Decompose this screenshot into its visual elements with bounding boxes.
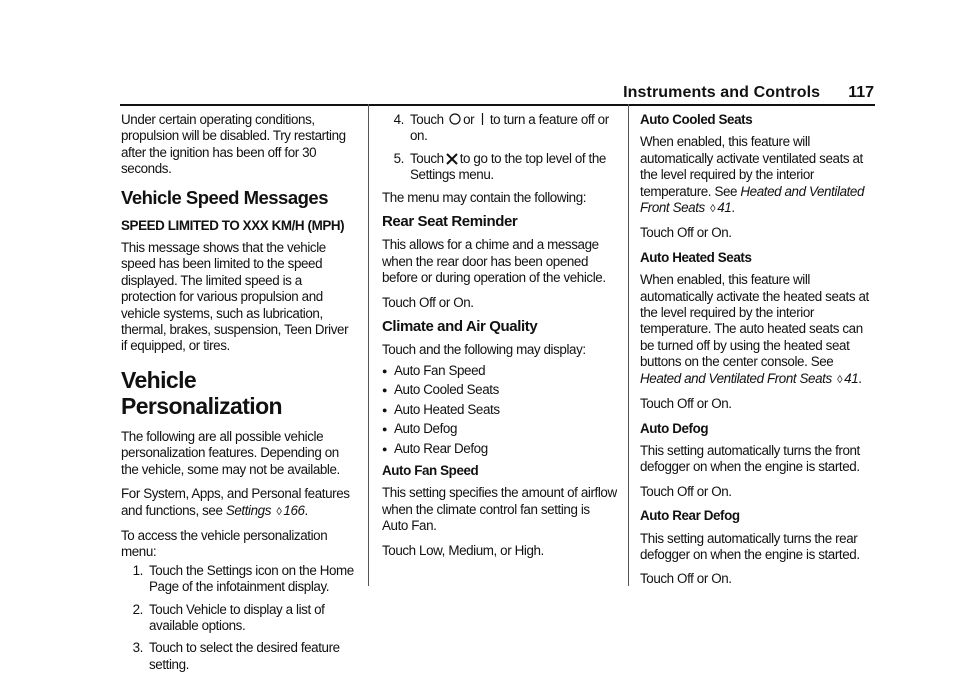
list-item: 4. Touch or to turn a feature off or on. <box>393 112 609 144</box>
auto-heated-seats-touch: Touch Off or On. <box>640 396 732 412</box>
heated-seats-link[interactable]: Heated and Ventilated Front Seats <box>640 183 865 216</box>
personalization-paragraph: The following are all possible vehicle personalization features. Depending on the vehicle, some may not be available. <box>121 428 340 477</box>
bullet-icon: ● <box>382 365 388 376</box>
bullet-icon: ● <box>382 443 388 454</box>
auto-rear-defog-paragraph: This setting automatically turns the rear defogger on when the engine is started. <box>640 530 860 562</box>
steps-list <box>121 563 354 673</box>
column-1 <box>121 112 354 679</box>
page-ref-icon: ◊ <box>276 505 282 518</box>
auto-heated-seats-paragraph: When enabled, this feature will automatically activate the heated seats at the level required by the interior temperature. The auto heated seats can be turned off by using the heated seat buttons on the center console. See Heated and Ventilated Front Seats ◊ 41. <box>640 272 869 386</box>
column-2 <box>382 112 618 567</box>
heading-climate-air-quality: Climate and Air Quality <box>382 318 538 336</box>
settings-link[interactable]: Settings <box>225 502 272 518</box>
steps-list-continued <box>382 112 618 184</box>
climate-paragraph: Touch and the following may display: <box>382 342 586 358</box>
heading-vehicle-personalization: Vehicle Personalization <box>121 366 282 419</box>
header-rule <box>120 104 875 106</box>
heated-seats-page-ref[interactable]: 41 <box>717 200 732 216</box>
auto-cooled-seats-paragraph: When enabled, this feature will automatically activate ventilated seats at the level required by the interior temperature. See Heated and Ventilated Front Seats ◊ 41. <box>640 134 865 216</box>
list-item: ● Auto Fan Speed <box>382 362 486 378</box>
heading-vehicle-speed-messages: Vehicle Speed Messages <box>121 186 329 208</box>
section-title: Instruments and Controls <box>623 84 821 101</box>
column-divider <box>628 104 629 586</box>
page-number: 117 <box>848 84 874 101</box>
rear-seat-paragraph: This allows for a chime and a message when the rear door has been opened before or during operation of the vehicle. <box>382 237 606 286</box>
toggle-off-icon <box>449 112 461 126</box>
access-paragraph: To access the vehicle personalization menu: <box>121 527 328 560</box>
column-3 <box>640 112 876 596</box>
settings-page-ref[interactable]: 166 <box>283 502 305 518</box>
list-item: 5. Touch to go to the top level of the Settings menu. <box>393 150 606 183</box>
heading-rear-seat-reminder: Rear Seat Reminder <box>382 213 518 231</box>
page-ref-icon: ◊ <box>710 203 716 216</box>
speed-limited-paragraph: This message shows that the vehicle speed has been limited to the speed displayed. The limited speed is a protection for various propulsion and vehicle systems, such as lubrication, thermal, brakes, suspension, Teen Driver if equipped, or tires. <box>121 240 349 354</box>
close-icon <box>446 153 458 165</box>
auto-cooled-seats-heading: Auto Cooled Seats <box>640 112 753 127</box>
list-item: ● Auto Cooled Seats <box>382 382 499 398</box>
features-paragraph: For System, Apps, and Personal features and functions, see Settings ◊ 166. <box>121 486 350 518</box>
intro-paragraph: Under certain operating conditions, propulsion will be disabled. Try restarting after the ignition has been off for 30 seconds. <box>121 112 346 177</box>
heated-seats-page-ref[interactable]: 41 <box>844 370 859 386</box>
auto-defog-touch: Touch Off or On. <box>640 483 732 499</box>
features-text: For System, Apps, and Personal features and functions, see <box>121 486 350 518</box>
rear-seat-touch: Touch Off or On. <box>382 294 474 310</box>
toggle-on-icon <box>480 112 485 126</box>
climate-list <box>382 363 618 457</box>
auto-defog-heading: Auto Defog <box>640 420 709 436</box>
page-header <box>623 84 874 102</box>
list-item: ● Auto Heated Seats <box>382 401 500 417</box>
heated-seats-link[interactable]: Heated and Ventilated Front Seats <box>640 370 832 386</box>
list-item: ● Auto Rear Defog <box>382 440 488 456</box>
auto-defog-paragraph: This setting automatically turns the front defogger on when the engine is started. <box>640 442 860 475</box>
bullet-icon: ● <box>382 385 388 396</box>
list-item: 1. Touch the Settings icon on the Home Page of the infotainment display. <box>132 562 354 595</box>
menu-paragraph: The menu may contain the following: <box>382 189 587 205</box>
auto-fan-speed-touch: Touch Low, Medium, or High. <box>382 542 544 558</box>
list-item: 2. Touch Vehicle to display a list of available options. <box>132 601 325 633</box>
page-ref-icon: ◊ <box>837 373 843 386</box>
auto-cooled-seats-touch: Touch Off or On. <box>640 225 732 241</box>
speed-limited-subheading: SPEED LIMITED TO XXX KM/H (MPH) <box>121 217 345 233</box>
auto-rear-defog-touch: Touch Off or On. <box>640 571 732 587</box>
bullet-icon: ● <box>382 404 388 415</box>
list-item: ● Auto Defog <box>382 421 457 437</box>
auto-heated-seats-heading: Auto Heated Seats <box>640 249 752 265</box>
auto-fan-speed-heading: Auto Fan Speed <box>382 462 479 478</box>
auto-fan-speed-paragraph: This setting specifies the amount of airflow when the climate control fan setting is Auto Fan. <box>382 485 617 534</box>
list-item: 3. Touch to select the desired feature setting. <box>132 640 340 672</box>
auto-rear-defog-heading: Auto Rear Defog <box>640 508 740 524</box>
bullet-icon: ● <box>382 424 388 435</box>
column-divider <box>368 104 369 586</box>
